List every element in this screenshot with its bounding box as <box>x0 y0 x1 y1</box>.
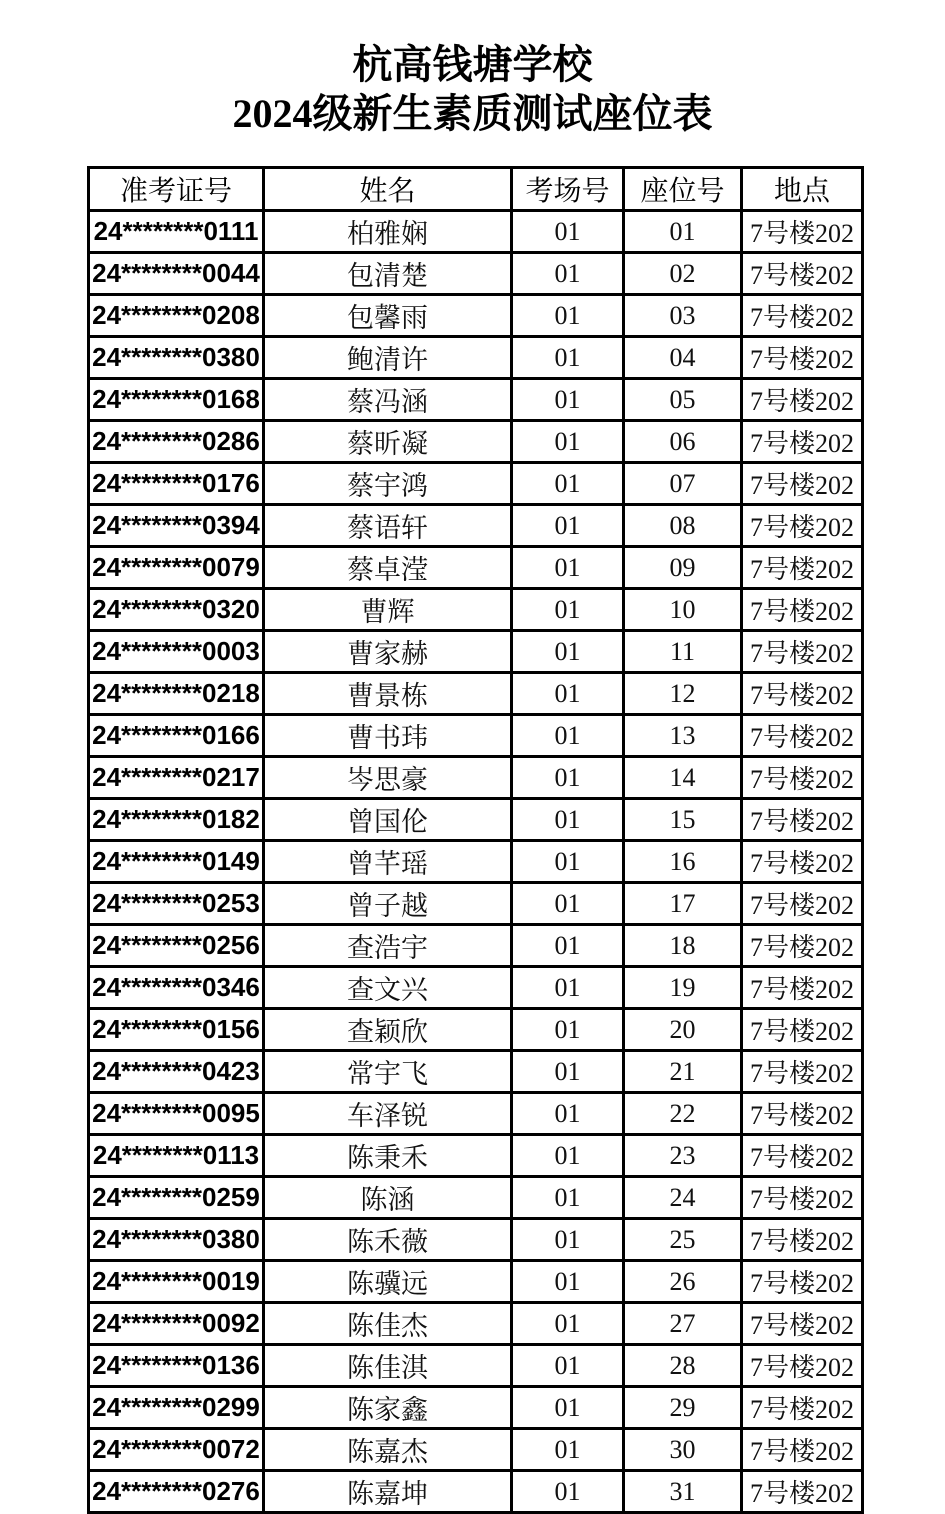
cell-room: 01 <box>512 1051 624 1093</box>
cell-seat: 14 <box>624 757 742 799</box>
cell-name: 柏雅娴 <box>264 211 512 253</box>
cell-name: 陈佳杰 <box>264 1303 512 1345</box>
cell-seat: 19 <box>624 967 742 1009</box>
cell-seat: 31 <box>624 1471 742 1513</box>
table-row <box>89 1303 863 1345</box>
cell-exam-id: 24********0111 <box>89 211 264 253</box>
cell-room: 01 <box>512 1093 624 1135</box>
cell-exam-id: 24********0095 <box>89 1093 264 1135</box>
cell-exam-id: 24********0182 <box>89 799 264 841</box>
header-seat: 座位号 <box>624 168 742 211</box>
table-row <box>89 715 863 757</box>
cell-exam-id: 24********0380 <box>89 1219 264 1261</box>
cell-location: 7号楼202 <box>742 337 863 379</box>
cell-exam-id: 24********0166 <box>89 715 264 757</box>
table-row <box>89 841 863 883</box>
table-row <box>89 547 863 589</box>
cell-name: 曾芊瑶 <box>264 841 512 883</box>
table-row <box>89 967 863 1009</box>
cell-name: 查文兴 <box>264 967 512 1009</box>
cell-exam-id: 24********0299 <box>89 1387 264 1429</box>
cell-location: 7号楼202 <box>742 925 863 967</box>
cell-location: 7号楼202 <box>742 1093 863 1135</box>
cell-seat: 16 <box>624 841 742 883</box>
cell-name: 常宇飞 <box>264 1051 512 1093</box>
cell-room: 01 <box>512 631 624 673</box>
cell-exam-id: 24********0168 <box>89 379 264 421</box>
cell-name: 查浩宇 <box>264 925 512 967</box>
cell-location: 7号楼202 <box>742 253 863 295</box>
cell-room: 01 <box>512 1471 624 1513</box>
table-row <box>89 925 863 967</box>
cell-location: 7号楼202 <box>742 841 863 883</box>
table-row <box>89 1387 863 1429</box>
cell-room: 01 <box>512 337 624 379</box>
document-header <box>0 40 945 138</box>
cell-seat: 11 <box>624 631 742 673</box>
cell-name: 曹景栋 <box>264 673 512 715</box>
cell-name: 陈禾薇 <box>264 1219 512 1261</box>
cell-name: 陈涵 <box>264 1177 512 1219</box>
table-row <box>89 421 863 463</box>
cell-seat: 07 <box>624 463 742 505</box>
cell-location: 7号楼202 <box>742 1009 863 1051</box>
cell-location: 7号楼202 <box>742 757 863 799</box>
cell-name: 蔡卓滢 <box>264 547 512 589</box>
cell-location: 7号楼202 <box>742 1051 863 1093</box>
cell-seat: 27 <box>624 1303 742 1345</box>
cell-name: 陈家鑫 <box>264 1387 512 1429</box>
cell-location: 7号楼202 <box>742 967 863 1009</box>
table-row <box>89 1219 863 1261</box>
cell-location: 7号楼202 <box>742 799 863 841</box>
cell-room: 01 <box>512 673 624 715</box>
cell-name: 曾子越 <box>264 883 512 925</box>
cell-seat: 02 <box>624 253 742 295</box>
cell-seat: 04 <box>624 337 742 379</box>
cell-name: 包馨雨 <box>264 295 512 337</box>
cell-name: 查颖欣 <box>264 1009 512 1051</box>
cell-room: 01 <box>512 883 624 925</box>
cell-location: 7号楼202 <box>742 379 863 421</box>
cell-exam-id: 24********0259 <box>89 1177 264 1219</box>
cell-seat: 08 <box>624 505 742 547</box>
cell-exam-id: 24********0394 <box>89 505 264 547</box>
cell-room: 01 <box>512 1429 624 1471</box>
cell-location: 7号楼202 <box>742 631 863 673</box>
cell-name: 蔡冯涵 <box>264 379 512 421</box>
cell-name: 陈佳淇 <box>264 1345 512 1387</box>
header-room: 考场号 <box>512 168 624 211</box>
cell-exam-id: 24********0044 <box>89 253 264 295</box>
table-row <box>89 463 863 505</box>
table-row <box>89 1051 863 1093</box>
cell-room: 01 <box>512 589 624 631</box>
cell-name: 陈秉禾 <box>264 1135 512 1177</box>
table-row <box>89 295 863 337</box>
cell-exam-id: 24********0003 <box>89 631 264 673</box>
seating-table <box>87 166 864 1514</box>
cell-location: 7号楼202 <box>742 295 863 337</box>
cell-room: 01 <box>512 463 624 505</box>
cell-room: 01 <box>512 1009 624 1051</box>
cell-exam-id: 24********0113 <box>89 1135 264 1177</box>
cell-location: 7号楼202 <box>742 1261 863 1303</box>
cell-room: 01 <box>512 1303 624 1345</box>
table-row <box>89 1345 863 1387</box>
cell-location: 7号楼202 <box>742 1303 863 1345</box>
table-row <box>89 379 863 421</box>
cell-name: 曹辉 <box>264 589 512 631</box>
cell-location: 7号楼202 <box>742 589 863 631</box>
cell-seat: 20 <box>624 1009 742 1051</box>
page-subtitle: 2024级新生素质测试座位表 <box>232 91 713 136</box>
table-row <box>89 1177 863 1219</box>
cell-exam-id: 24********0072 <box>89 1429 264 1471</box>
cell-seat: 25 <box>624 1219 742 1261</box>
cell-seat: 09 <box>624 547 742 589</box>
cell-exam-id: 24********0320 <box>89 589 264 631</box>
cell-seat: 12 <box>624 673 742 715</box>
cell-room: 01 <box>512 1387 624 1429</box>
cell-room: 01 <box>512 799 624 841</box>
cell-seat: 03 <box>624 295 742 337</box>
cell-exam-id: 24********0156 <box>89 1009 264 1051</box>
table-row <box>89 1261 863 1303</box>
cell-room: 01 <box>512 421 624 463</box>
cell-seat: 01 <box>624 211 742 253</box>
cell-exam-id: 24********0019 <box>89 1261 264 1303</box>
table-row <box>89 883 863 925</box>
cell-room: 01 <box>512 841 624 883</box>
cell-exam-id: 24********0253 <box>89 883 264 925</box>
cell-name: 蔡语轩 <box>264 505 512 547</box>
cell-name: 蔡宇鸿 <box>264 463 512 505</box>
cell-seat: 21 <box>624 1051 742 1093</box>
cell-location: 7号楼202 <box>742 1387 863 1429</box>
cell-room: 01 <box>512 1345 624 1387</box>
cell-location: 7号楼202 <box>742 715 863 757</box>
cell-exam-id: 24********0092 <box>89 1303 264 1345</box>
header-name: 姓名 <box>264 168 512 211</box>
cell-room: 01 <box>512 1135 624 1177</box>
cell-room: 01 <box>512 211 624 253</box>
table-row <box>89 1135 863 1177</box>
cell-name: 鲍清许 <box>264 337 512 379</box>
cell-location: 7号楼202 <box>742 505 863 547</box>
cell-seat: 26 <box>624 1261 742 1303</box>
cell-location: 7号楼202 <box>742 211 863 253</box>
cell-seat: 30 <box>624 1429 742 1471</box>
cell-location: 7号楼202 <box>742 1345 863 1387</box>
cell-exam-id: 24********0346 <box>89 967 264 1009</box>
table-row <box>89 337 863 379</box>
cell-exam-id: 24********0136 <box>89 1345 264 1387</box>
cell-room: 01 <box>512 295 624 337</box>
cell-name: 陈嘉杰 <box>264 1429 512 1471</box>
page-title: 杭高钱塘学校 <box>352 42 593 87</box>
table-row <box>89 1471 863 1513</box>
table-row <box>89 799 863 841</box>
cell-seat: 23 <box>624 1135 742 1177</box>
cell-room: 01 <box>512 757 624 799</box>
cell-exam-id: 24********0079 <box>89 547 264 589</box>
cell-room: 01 <box>512 253 624 295</box>
cell-room: 01 <box>512 925 624 967</box>
cell-exam-id: 24********0176 <box>89 463 264 505</box>
table-row <box>89 1429 863 1471</box>
cell-name: 曹家赫 <box>264 631 512 673</box>
cell-room: 01 <box>512 505 624 547</box>
cell-name: 陈骥远 <box>264 1261 512 1303</box>
cell-exam-id: 24********0149 <box>89 841 264 883</box>
cell-exam-id: 24********0217 <box>89 757 264 799</box>
table-row <box>89 505 863 547</box>
cell-seat: 13 <box>624 715 742 757</box>
cell-exam-id: 24********0276 <box>89 1471 264 1513</box>
cell-exam-id: 24********0218 <box>89 673 264 715</box>
cell-location: 7号楼202 <box>742 1177 863 1219</box>
header-exam-id: 准考证号 <box>89 168 264 211</box>
cell-seat: 22 <box>624 1093 742 1135</box>
cell-name: 车泽锐 <box>264 1093 512 1135</box>
table-row <box>89 211 863 253</box>
cell-location: 7号楼202 <box>742 673 863 715</box>
cell-seat: 05 <box>624 379 742 421</box>
table-row <box>89 253 863 295</box>
cell-name: 曹书玮 <box>264 715 512 757</box>
cell-exam-id: 24********0380 <box>89 337 264 379</box>
cell-seat: 24 <box>624 1177 742 1219</box>
cell-exam-id: 24********0208 <box>89 295 264 337</box>
table-row <box>89 589 863 631</box>
cell-seat: 15 <box>624 799 742 841</box>
cell-exam-id: 24********0423 <box>89 1051 264 1093</box>
cell-name: 岑思豪 <box>264 757 512 799</box>
cell-seat: 18 <box>624 925 742 967</box>
cell-seat: 29 <box>624 1387 742 1429</box>
cell-seat: 28 <box>624 1345 742 1387</box>
cell-name: 曾国伦 <box>264 799 512 841</box>
cell-name: 陈嘉坤 <box>264 1471 512 1513</box>
cell-location: 7号楼202 <box>742 1429 863 1471</box>
table-body <box>89 211 863 1513</box>
cell-location: 7号楼202 <box>742 1219 863 1261</box>
cell-location: 7号楼202 <box>742 463 863 505</box>
table-header-row <box>89 168 863 211</box>
cell-seat: 10 <box>624 589 742 631</box>
table-row <box>89 757 863 799</box>
cell-room: 01 <box>512 967 624 1009</box>
table-row <box>89 1093 863 1135</box>
table-row <box>89 673 863 715</box>
cell-room: 01 <box>512 379 624 421</box>
cell-location: 7号楼202 <box>742 1135 863 1177</box>
cell-room: 01 <box>512 1261 624 1303</box>
cell-room: 01 <box>512 1219 624 1261</box>
cell-location: 7号楼202 <box>742 1471 863 1513</box>
cell-room: 01 <box>512 547 624 589</box>
cell-seat: 17 <box>624 883 742 925</box>
table-row <box>89 631 863 673</box>
cell-location: 7号楼202 <box>742 421 863 463</box>
cell-location: 7号楼202 <box>742 547 863 589</box>
cell-name: 包清楚 <box>264 253 512 295</box>
cell-exam-id: 24********0286 <box>89 421 264 463</box>
cell-location: 7号楼202 <box>742 883 863 925</box>
cell-exam-id: 24********0256 <box>89 925 264 967</box>
cell-seat: 06 <box>624 421 742 463</box>
table-row <box>89 1009 863 1051</box>
cell-room: 01 <box>512 715 624 757</box>
header-location: 地点 <box>742 168 863 211</box>
cell-name: 蔡昕凝 <box>264 421 512 463</box>
cell-room: 01 <box>512 1177 624 1219</box>
